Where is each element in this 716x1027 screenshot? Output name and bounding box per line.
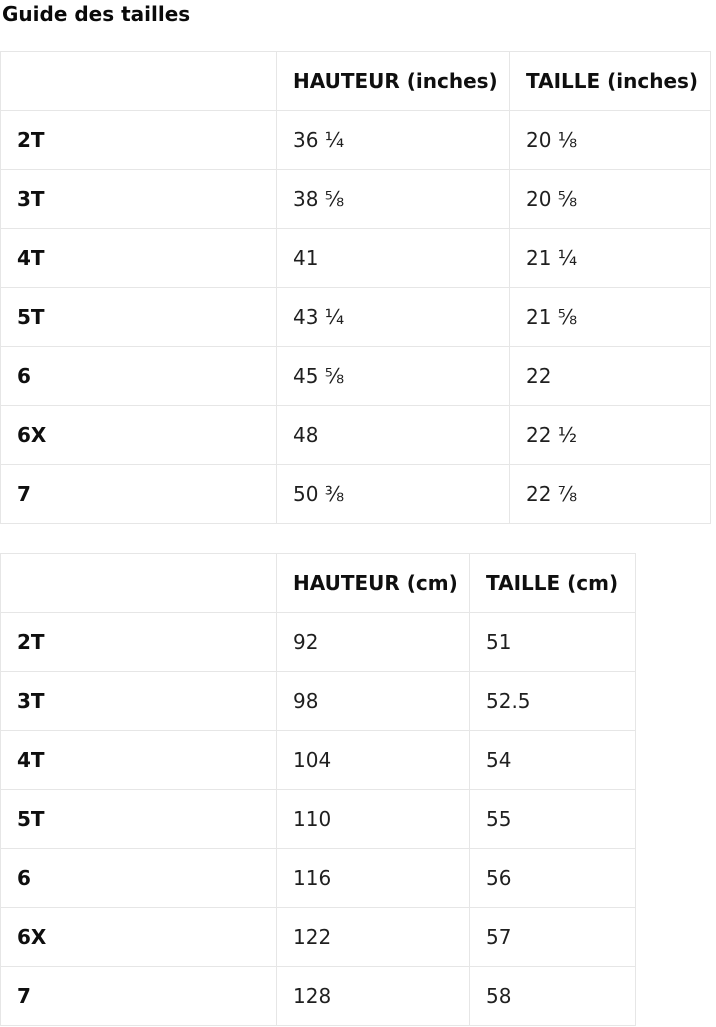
size-label-cell: 4T (1, 731, 277, 790)
table-row (1, 908, 636, 967)
value-cell: 20 ⅝ (510, 170, 711, 229)
size-label-cell: 6 (1, 849, 277, 908)
value-cell: 128 (277, 967, 470, 1026)
table-row (1, 465, 711, 524)
value-cell: 41 (277, 229, 510, 288)
value-cell: 92 (277, 613, 470, 672)
value-cell: 43 ¼ (277, 288, 510, 347)
value-cell: 22 ½ (510, 406, 711, 465)
value-cell: 104 (277, 731, 470, 790)
value-cell: 122 (277, 908, 470, 967)
value-cell: 22 ⅞ (510, 465, 711, 524)
value-cell: 21 ⅝ (510, 288, 711, 347)
size-label-cell: 3T (1, 170, 277, 229)
size-label-cell: 5T (1, 790, 277, 849)
value-cell: 58 (470, 967, 636, 1026)
page-title: Guide des tailles (2, 2, 191, 26)
value-cell: 21 ¼ (510, 229, 711, 288)
size-label-cell: 7 (1, 465, 277, 524)
value-cell: 55 (470, 790, 636, 849)
value-cell: 52.5 (470, 672, 636, 731)
table-row (1, 111, 711, 170)
size-table-inches (0, 51, 711, 524)
table-row (1, 672, 636, 731)
table-row (1, 790, 636, 849)
size-label-cell: 2T (1, 613, 277, 672)
value-cell: 56 (470, 849, 636, 908)
table-row (1, 170, 711, 229)
size-table-cm (0, 553, 636, 1026)
value-cell: 36 ¼ (277, 111, 510, 170)
table-row (1, 849, 636, 908)
column-header: HAUTEUR (inches) (277, 52, 510, 111)
value-cell: 51 (470, 613, 636, 672)
size-label-cell: 6X (1, 908, 277, 967)
corner-cell (1, 52, 277, 111)
value-cell: 57 (470, 908, 636, 967)
header-row (1, 52, 711, 111)
value-cell: 38 ⅝ (277, 170, 510, 229)
table-row (1, 288, 711, 347)
size-label-cell: 6 (1, 347, 277, 406)
column-header: TAILLE (inches) (510, 52, 711, 111)
table-row (1, 967, 636, 1026)
table-row (1, 731, 636, 790)
value-cell: 20 ⅛ (510, 111, 711, 170)
corner-cell (1, 554, 277, 613)
column-header: TAILLE (cm) (470, 554, 636, 613)
size-label-cell: 7 (1, 967, 277, 1026)
table-row (1, 229, 711, 288)
size-label-cell: 3T (1, 672, 277, 731)
value-cell: 54 (470, 731, 636, 790)
value-cell: 45 ⅝ (277, 347, 510, 406)
value-cell: 50 ⅜ (277, 465, 510, 524)
size-label-cell: 4T (1, 229, 277, 288)
value-cell: 116 (277, 849, 470, 908)
value-cell: 98 (277, 672, 470, 731)
size-label-cell: 2T (1, 111, 277, 170)
table-row (1, 406, 711, 465)
value-cell: 22 (510, 347, 711, 406)
size-label-cell: 6X (1, 406, 277, 465)
table-row (1, 347, 711, 406)
value-cell: 48 (277, 406, 510, 465)
header-row (1, 554, 636, 613)
column-header: HAUTEUR (cm) (277, 554, 470, 613)
size-label-cell: 5T (1, 288, 277, 347)
value-cell: 110 (277, 790, 470, 849)
table-row (1, 613, 636, 672)
